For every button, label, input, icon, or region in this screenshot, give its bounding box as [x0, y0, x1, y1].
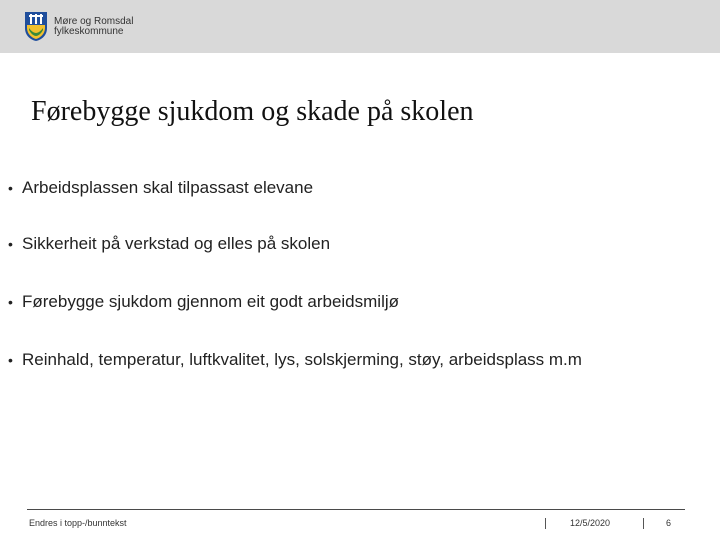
- bullet-item: [8, 234, 330, 254]
- footer-date: 12/5/2020: [570, 518, 611, 528]
- logo-text: [54, 17, 133, 37]
- county-logo: [24, 11, 133, 42]
- footer-text: Endres i topp-/bunntekst: [29, 518, 127, 528]
- bullet-dot: •: [8, 352, 13, 368]
- footer-separator: [643, 518, 644, 529]
- bullet-item: [8, 178, 313, 198]
- bullet-dot: •: [8, 294, 13, 310]
- bullet-dot: •: [8, 236, 13, 252]
- bullet-text: Arbeidsplassen skal tilpassast elevane: [22, 178, 314, 197]
- footer-page-number: 6: [666, 518, 672, 528]
- bullet-dot: •: [8, 180, 13, 196]
- bullet-item: [8, 292, 399, 312]
- bullet-text: Sikkerheit på verkstad og elles på skolen: [22, 234, 331, 253]
- bullet-text: Førebygge sjukdom gjennom eit godt arbeidsmiljø: [22, 292, 400, 311]
- county-shield-icon: [24, 11, 48, 42]
- bullet-text: Reinhald, temperatur, luftkvalitet, lys, solskjerming, støy, arbeidsplass m.m: [22, 350, 582, 369]
- slide-title: Førebygge sjukdom og skade på skolen: [31, 96, 474, 127]
- logo-line-2: fylkeskommune: [54, 25, 124, 37]
- logo-line-1: Møre og Romsdal: [54, 15, 134, 27]
- footer-divider: [27, 509, 685, 510]
- bullet-item: [8, 350, 582, 370]
- footer-separator: [545, 518, 546, 529]
